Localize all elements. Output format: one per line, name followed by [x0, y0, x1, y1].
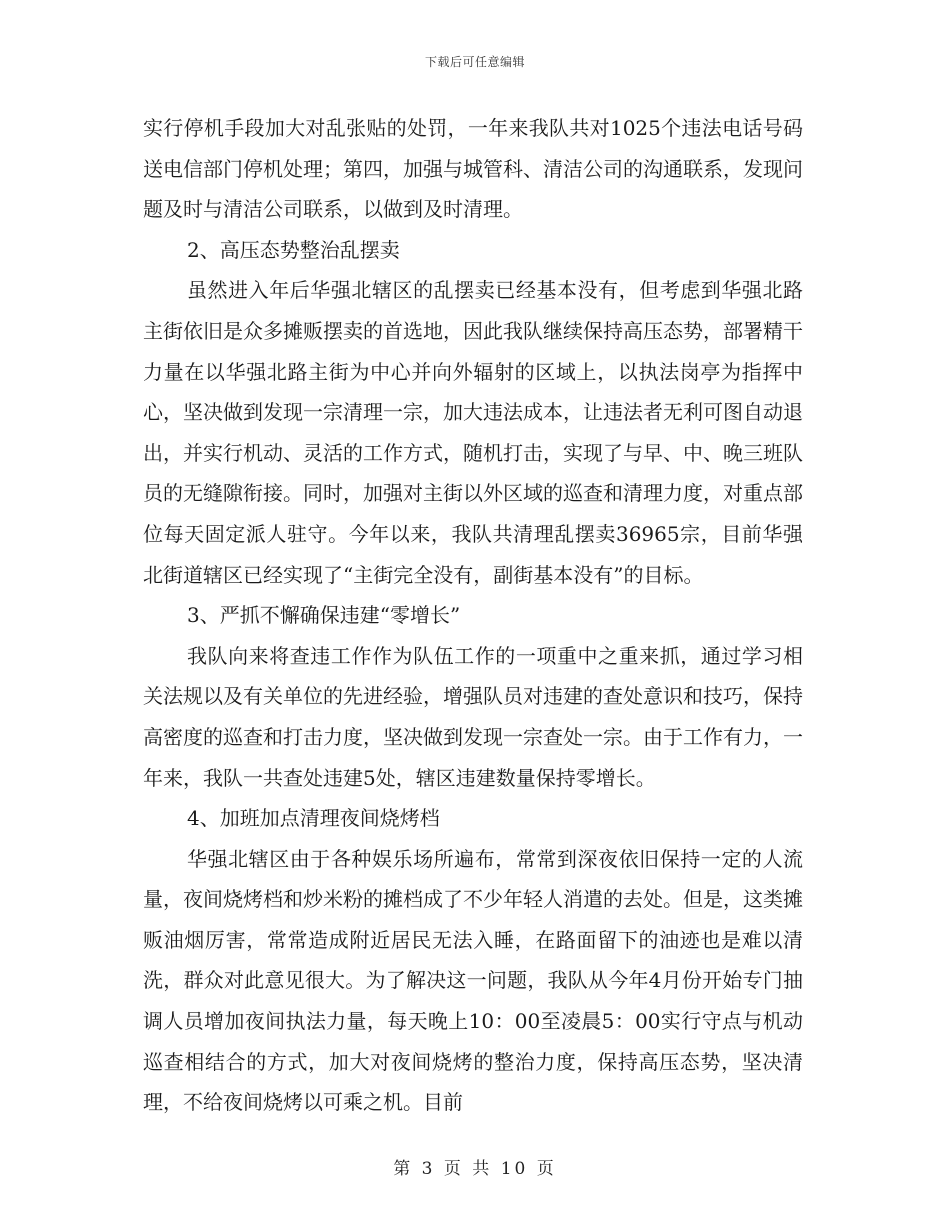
paragraph-continuation: 实行停机手段加大对乱张贴的处罚，一年来我队共对1025个违法电话号码送电信部门停机处理；第四，加强与城管科、清洁公司的沟通联系，发现问题及时与清洁公司联系，以做到及时清理。: [143, 116, 803, 222]
document-body: [143, 108, 803, 1123]
paragraph-illegal-construction: 我队向来将查违工作作为队伍工作的一项重中之重来抓，通过学习相关法规以及有关单位的先进经验，增强队员对违建的查处意识和技巧，保持高密度的巡查和打击力度，坚决做到发现一宗查处一宗。由于工作有力，一年来，我队一共查处违建5处，辖区违建数量保持零增长。: [143, 643, 803, 790]
paragraph-night-barbecue: 华强北辖区由于各种娱乐场所遍布，常常到深夜依旧保持一定的人流量，夜间烧烤档和炒米粉的摊档成了不少年轻人消遣的去处。但是，这类摊贩油烟厉害，常常造成附近居民无法入睡，在路面留下的油迹也是难以清洗，群众对此意见很大。为了解决这一问题，我队从今年4月份开始专门抽调人员增加夜间执法力量，每天晚上10：00至凌晨5：00实行守点与机动巡查相结合的方式，加大对夜间烧烤的整治力度，保持高压态势，坚决清理，不给夜间烧烤以可乘之机。目前: [143, 846, 803, 1115]
section-heading-4: 4、加班加点清理夜间烧烤档: [187, 806, 440, 831]
section-heading-3: 3、严抓不懈确保违建“零增长”: [187, 603, 461, 628]
section-heading-2: 2、高压态势整治乱摆卖: [187, 237, 400, 262]
page-header: 下载后可任意编辑: [424, 55, 525, 69]
page-footer: 第 3 页 共 10 页: [393, 1159, 557, 1179]
paragraph-street-vending: 虽然进入年后华强北辖区的乱摆卖已经基本没有，但考虑到华强北路主街依旧是众多摊贩摆卖的首选地，因此我队继续保持高压态势，部署精干力量在以华强北路主街为中心并向外辐射的区域上，以执法岗亭为指挥中心，坚决做到发现一宗清理一宗，加大违法成本，让违法者无利可图自动退出，并实行机动、灵活的工作方式，随机打击，实现了与早、中、晚三班队员的无缝隙衔接。同时，加强对主街以外区域的巡查和清理力度，对重点部位每天固定派人驻守。今年以来，我队共清理乱摆卖36965宗，目前华强北街道辖区已经实现了“主街完全没有，副街基本没有”的目标。: [143, 278, 803, 587]
